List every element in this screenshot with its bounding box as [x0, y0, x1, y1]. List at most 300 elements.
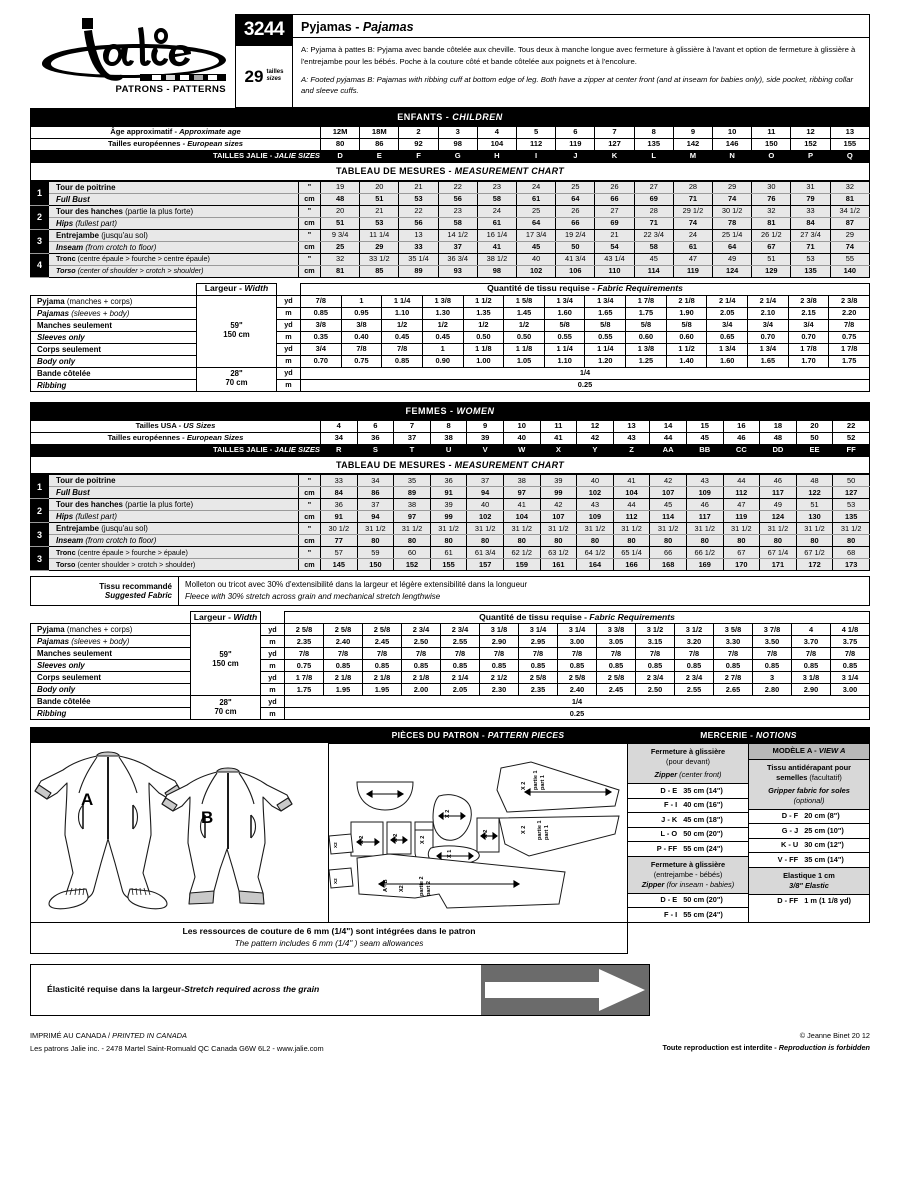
cell: 3 7/8 [753, 624, 792, 636]
table-row [31, 307, 870, 319]
measure-name-fr [49, 475, 299, 487]
stretch-arrow-icon [481, 965, 649, 1015]
cell: 4 [321, 421, 358, 433]
cell: 1/2 [463, 319, 504, 331]
cell: 5/8 [544, 319, 585, 331]
cell: 31 1/2 [650, 523, 687, 535]
width-cm: 150 cm [223, 330, 250, 340]
note-en: (from crotch to floor) [85, 536, 157, 546]
cell: 71 [673, 193, 712, 205]
fabric-row-label [31, 355, 197, 367]
cell: 64 1/2 [577, 547, 614, 559]
cell: 31 1/2 [760, 523, 797, 535]
measure-name-en [49, 193, 299, 205]
cell: 13 [830, 127, 869, 139]
cell: 0.60 [666, 331, 707, 343]
cell: 60 [394, 547, 431, 559]
label-en: JALIE SIZES [274, 445, 320, 455]
cell: 43 [686, 475, 723, 487]
pieces-header-en: PATTERN PIECES [487, 730, 565, 741]
table-row [31, 577, 870, 606]
measure-name-fr [49, 523, 299, 535]
cell: 76 [752, 193, 791, 205]
cell: 1.70 [788, 355, 829, 367]
fabric-width-main [191, 624, 261, 696]
cell: 169 [686, 559, 723, 571]
cell: 15 [686, 421, 723, 433]
suggested-fabric-text [179, 577, 870, 606]
title-fr: Elastique 1 cm [783, 870, 835, 880]
row-label-eu-sizes: Tailles européennes - European sizes [31, 139, 321, 151]
width-header: Largeur - Width [191, 612, 261, 624]
cell: 2 3/4 [441, 624, 480, 636]
label-fr: Tailles USA [135, 421, 177, 431]
svg-text:A - B: A - B [383, 879, 389, 893]
cell: 22 3/4 [634, 229, 673, 241]
cell: 2.90 [792, 684, 831, 696]
cell: 81 [321, 265, 360, 277]
women-fabric-table [30, 611, 870, 720]
cell: 3 1/4 [831, 672, 870, 684]
cell: 62 1/2 [503, 547, 540, 559]
table-row [31, 684, 870, 696]
table-row [31, 355, 870, 367]
cell: 112 [723, 487, 760, 499]
cell: 33 [321, 475, 358, 487]
cell: 1.60 [544, 307, 585, 319]
cell: 0.85 [714, 660, 753, 672]
description-fr: A: Pyjama à pattes B: Pyjama avec bande côtelée aux cheville. Tous deux à manche longue avec fermeture à glissière à l'avant et option de fermeture à glissière à l'entrejambe pour les bébés. Poche à la couture côté et bande côtelée aux poignets et à l'encolure. [301, 45, 856, 66]
cell: 1 [422, 343, 463, 355]
cell: 1.10 [544, 355, 585, 367]
cell: 3 1/8 [480, 624, 519, 636]
cell: 0.50 [463, 331, 504, 343]
width-inch: 59" [230, 321, 243, 331]
cell: 170 [723, 559, 760, 571]
repro-en: Reproduction is forbidden [778, 1043, 870, 1053]
cell: 124 [760, 511, 797, 523]
cell: 3/8 [341, 319, 382, 331]
cell: Y [577, 445, 614, 457]
cell: 7/8 [402, 648, 441, 660]
label-fr: TAILLES JALIE [212, 151, 268, 161]
notion-row [628, 784, 748, 799]
cell: 22 [399, 205, 438, 217]
unit-m: m [261, 660, 285, 672]
cell: 79 [791, 193, 830, 205]
sizes-label [266, 69, 283, 84]
cell: 54 [595, 241, 634, 253]
table-row [31, 475, 870, 487]
cell: 89 [399, 265, 438, 277]
note-fr: (centre épaule > fourche > épaule) [77, 547, 188, 557]
cell: 7/8 [363, 648, 402, 660]
size-range: K - U [780, 840, 799, 850]
cell: 1.40 [666, 355, 707, 367]
cell: L [634, 151, 673, 163]
label-fr: Âge approximatif [110, 127, 173, 137]
cell: 3.00 [558, 636, 597, 648]
table-row [31, 343, 870, 355]
cell: 0.70 [788, 331, 829, 343]
cell: 80 [577, 535, 614, 547]
name-fr: Corps seulement [37, 673, 102, 683]
svg-text:X 1: X 1 [447, 849, 453, 859]
name-en: Inseam [56, 536, 84, 546]
cell: 1 1/2 [463, 295, 504, 307]
cell: 7/8 [301, 295, 342, 307]
cell: 9 3/4 [321, 229, 360, 241]
fabric-row-label [31, 672, 191, 684]
size-range: V - FF [777, 854, 799, 864]
cell: H [477, 151, 516, 163]
cell: 16 1/4 [477, 229, 516, 241]
note-en: (fullest part) [75, 218, 117, 228]
cell: 41 [540, 433, 577, 445]
cell: 63 1/2 [540, 547, 577, 559]
view-a-subheader: MODÈLE A - VIEW A [749, 744, 869, 760]
unit-m: m [277, 379, 301, 391]
cell: 49 [760, 499, 797, 511]
table-row [31, 660, 870, 672]
name-fr: Tour de poitrine [56, 476, 116, 486]
subtitle-en: (optional) [793, 795, 825, 805]
cell: 51 [752, 253, 791, 265]
cell: 33 [791, 205, 830, 217]
name-fr: Bande côtelée [37, 697, 91, 707]
notions-view-a-column [749, 744, 869, 922]
title-en: Zipper [654, 770, 678, 780]
subtitle-en: (center front) [679, 770, 722, 780]
cell: 81 [830, 193, 869, 205]
cell: 3/4 [301, 343, 342, 355]
cell: 39 [540, 475, 577, 487]
cell: 2.20 [829, 307, 870, 319]
measure-badge: 3 [31, 523, 49, 547]
cell: 61 [430, 547, 467, 559]
suggested-fabric-table [30, 576, 870, 606]
cell: 1 7/8 [788, 343, 829, 355]
cell: 155 [830, 139, 869, 151]
fabric-row-label [31, 636, 191, 648]
name-fr: Tronc [56, 547, 76, 557]
cell: 84 [321, 487, 358, 499]
cell: 35 1/4 [399, 253, 438, 265]
cell: 13 [613, 421, 650, 433]
cell: 164 [577, 559, 614, 571]
cell: 6 [357, 421, 394, 433]
notion-row [749, 810, 869, 825]
unit-inch: " [299, 523, 321, 535]
fabric-width-main [197, 295, 277, 367]
unit-cm: cm [299, 559, 321, 571]
cell: 29 [830, 229, 869, 241]
table-row-jalie-sizes [31, 151, 870, 163]
women-measurement-chart-title: TABLEAU DE MESURES - MEASUREMENT CHART [30, 457, 870, 474]
measure-name-en [49, 487, 299, 499]
unit-m: m [277, 355, 301, 367]
cell: I [517, 151, 556, 163]
cell: 171 [760, 559, 797, 571]
cell: 31 1/2 [796, 523, 833, 535]
copyright: © Jeanne Binet 20 12 [799, 1031, 870, 1041]
cell: 37 [357, 499, 394, 511]
cell: 33 [399, 241, 438, 253]
pattern-number-box [235, 14, 293, 108]
cell: P [791, 151, 830, 163]
cell: 7/8 [597, 648, 636, 660]
cell: 7/8 [558, 648, 597, 660]
table-row [31, 421, 870, 433]
cell: T [394, 445, 431, 457]
table-row [31, 672, 870, 684]
cell: 2.30 [480, 684, 519, 696]
cell: 20 [321, 205, 360, 217]
cell: 17 3/4 [517, 229, 556, 241]
note-fr: (jusqu'au sol) [101, 230, 148, 240]
table-row [31, 535, 870, 547]
cell: 11 [752, 127, 791, 139]
company-address: Les patrons Jalie inc. - 2478 Martel Saint-Romuald QC Canada G6W 6L2 - www.jalie.com [30, 1043, 324, 1053]
cell: 56 [438, 193, 477, 205]
cell: 2 5/8 [558, 672, 597, 684]
cell: 45 [686, 433, 723, 445]
text-fr: Molleton ou tricot avec 30% d'extensibilité dans la largeur et légère extensibilité dans la longueur [185, 580, 528, 590]
svg-text:X 2: X 2 [521, 781, 527, 791]
cell: 33 1/2 [360, 253, 399, 265]
cell: 2 5/8 [519, 672, 558, 684]
cell: 9 [467, 421, 504, 433]
cell: 129 [752, 265, 791, 277]
cell: 3/4 [788, 319, 829, 331]
amount: 50 cm (20") [683, 829, 723, 839]
notion-row [628, 842, 748, 857]
cell: 1 1/8 [463, 343, 504, 355]
children-measurement-chart [30, 181, 870, 278]
cell: 114 [634, 265, 673, 277]
cell: 30 [752, 181, 791, 193]
table-row [31, 547, 870, 559]
cell: 66 [556, 217, 595, 229]
cell: 8 [634, 127, 673, 139]
cell: 2.45 [597, 684, 636, 696]
qty-header: Quantité de tissu requise - Fabric Requirements [301, 283, 870, 295]
width-header-fr: Largeur [193, 611, 226, 622]
name-en: Sleeves only [37, 332, 85, 342]
cell: 0.85 [636, 660, 675, 672]
cell: 119 [556, 139, 595, 151]
cell: 46 [723, 433, 760, 445]
cell: 2.90 [480, 636, 519, 648]
cell: 0.85 [753, 660, 792, 672]
title-en: Gripper fabric for soles [768, 785, 850, 795]
cell: 1 [341, 295, 382, 307]
qty-header-fr: Quantité de tissu requise [479, 611, 582, 622]
measure-badge: 1 [31, 181, 49, 205]
cell: 146 [713, 139, 752, 151]
cell: 92 [399, 139, 438, 151]
amount: 50 cm (20") [683, 895, 723, 905]
row-label-jalie-sizes: TAILLES JALIE - JALIE SIZES [31, 445, 321, 457]
cell: 45 [650, 499, 687, 511]
ribbing-label [31, 696, 191, 708]
cell: X [540, 445, 577, 457]
note-en: (fullest part) [75, 512, 117, 522]
unit-yd: yd [261, 696, 285, 708]
cell: 119 [723, 511, 760, 523]
name-en: Pajamas [37, 637, 70, 647]
unit-cm: cm [299, 193, 321, 205]
cell: 80 [394, 535, 431, 547]
cell: 145 [321, 559, 358, 571]
cell: 41 3/4 [556, 253, 595, 265]
name-fr: Entrejambe [56, 230, 99, 240]
cell: 31 1/2 [577, 523, 614, 535]
cell: 80 [357, 535, 394, 547]
cell: 89 [394, 487, 431, 499]
cell: 31 1/2 [686, 523, 723, 535]
cell: 9 [673, 127, 712, 139]
subtitle-fr: (pour devant) [666, 757, 710, 767]
cell: 1.25 [626, 355, 667, 367]
cell: 12M [321, 127, 360, 139]
repro-sep: - [772, 1043, 779, 1053]
cell: 14 1/2 [438, 229, 477, 241]
cell: 71 [634, 217, 673, 229]
table-row [31, 433, 870, 445]
cell: 25 [556, 181, 595, 193]
cell: 2.40 [558, 684, 597, 696]
sizes-label-fr: tailles [266, 68, 284, 75]
cell: 3.20 [675, 636, 714, 648]
label-fr: Tailles européennes [108, 139, 181, 149]
cell: 36 3/4 [438, 253, 477, 265]
pattern-pieces-panel [328, 727, 628, 922]
cell: 61 [477, 217, 516, 229]
width-header-en: Width [244, 283, 269, 294]
cell: 1 1/4 [382, 295, 423, 307]
women-band-fr: FEMMES [405, 405, 447, 416]
cell: 80 [723, 535, 760, 547]
cell: 67 1/4 [760, 547, 797, 559]
cell: 1.00 [463, 355, 504, 367]
cell: 51 [796, 499, 833, 511]
cell: 173 [833, 559, 870, 571]
unit-inch: " [299, 229, 321, 241]
cell: 1/2 [504, 319, 545, 331]
cell: 1.95 [363, 684, 402, 696]
chart-title-en: MEASUREMENT CHART [454, 460, 565, 471]
svg-text:X 2: X 2 [393, 833, 399, 843]
cell: 31 1/2 [540, 523, 577, 535]
cell: 80 [686, 535, 723, 547]
amount: 35 cm (14") [804, 854, 844, 864]
cell: 27 [634, 181, 673, 193]
cell: 155 [430, 559, 467, 571]
cell: 127 [595, 139, 634, 151]
cell: G [438, 151, 477, 163]
label-fr: TAILLES JALIE [212, 445, 268, 455]
cell: 53 [360, 217, 399, 229]
cell: 38 [430, 433, 467, 445]
cell: 77 [321, 535, 358, 547]
size-range: J - K [661, 814, 678, 824]
cell: 2 5/8 [597, 672, 636, 684]
cell: 27 3/4 [791, 229, 830, 241]
cell: 12 [791, 127, 830, 139]
width-inch: 28" [219, 697, 232, 707]
cell: 43 1/4 [595, 253, 634, 265]
notion-row [628, 799, 748, 814]
cell: 31 1/2 [467, 523, 504, 535]
cell: 0.85 [480, 660, 519, 672]
cell: 1.05 [504, 355, 545, 367]
cell: 112 [613, 511, 650, 523]
cell: 31 1/2 [357, 523, 394, 535]
cell: 135 [634, 139, 673, 151]
cell: 3 1/4 [519, 624, 558, 636]
name-en: Full Bust [56, 488, 90, 498]
cell: 3.30 [714, 636, 753, 648]
cell: O [752, 151, 791, 163]
size-range: F - I [664, 909, 678, 919]
name-fr: Tour des hanches [56, 206, 123, 216]
cell: 21 [360, 205, 399, 217]
cell: 0.50 [504, 331, 545, 343]
measure-badge: 1 [31, 475, 49, 499]
brand-logo-zone [30, 14, 235, 108]
cell: 38 [394, 499, 431, 511]
cell: 97 [503, 487, 540, 499]
cell: 49 [713, 253, 752, 265]
cell: 3 [438, 127, 477, 139]
chart-title-fr: TABLEAU DE MESURES [335, 460, 446, 471]
cell: 1.30 [422, 307, 463, 319]
cell: 37 [438, 241, 477, 253]
cell: 7/8 [675, 648, 714, 660]
cell: 3 1/2 [675, 624, 714, 636]
measure-name-en [49, 241, 299, 253]
name-fr: Tour des hanches [56, 500, 123, 510]
cell: 40 [577, 475, 614, 487]
measure-name-en [49, 511, 299, 523]
cell: 1.20 [585, 355, 626, 367]
cell: 119 [673, 265, 712, 277]
name-fr: Entrejambe [56, 524, 99, 534]
fabric-row-label [31, 295, 197, 307]
cell: 24 [477, 205, 516, 217]
cell: 7/8 [831, 648, 870, 660]
cell: 1 3/4 [585, 295, 626, 307]
fabric-row-label [31, 331, 197, 343]
cell: 59 [357, 547, 394, 559]
label-en: European sizes [187, 139, 243, 149]
cell: 1.45 [504, 307, 545, 319]
subtitle-en: (for inseam - babies) [666, 879, 735, 889]
cell: 0.85 [363, 660, 402, 672]
table-row [31, 511, 870, 523]
cell: 2 1/4 [748, 295, 789, 307]
cell: 61 [517, 193, 556, 205]
notion-row [749, 839, 869, 854]
cell: 31 1/2 [613, 523, 650, 535]
table-row [31, 379, 870, 391]
unit-cm: cm [299, 511, 321, 523]
size-range: D - FF [777, 896, 799, 906]
cell: 1/2 [382, 319, 423, 331]
notions-header: MERCERIE - NOTIONS [628, 728, 869, 744]
title-fr: Tissu antidérapant pour semelles [766, 762, 852, 782]
